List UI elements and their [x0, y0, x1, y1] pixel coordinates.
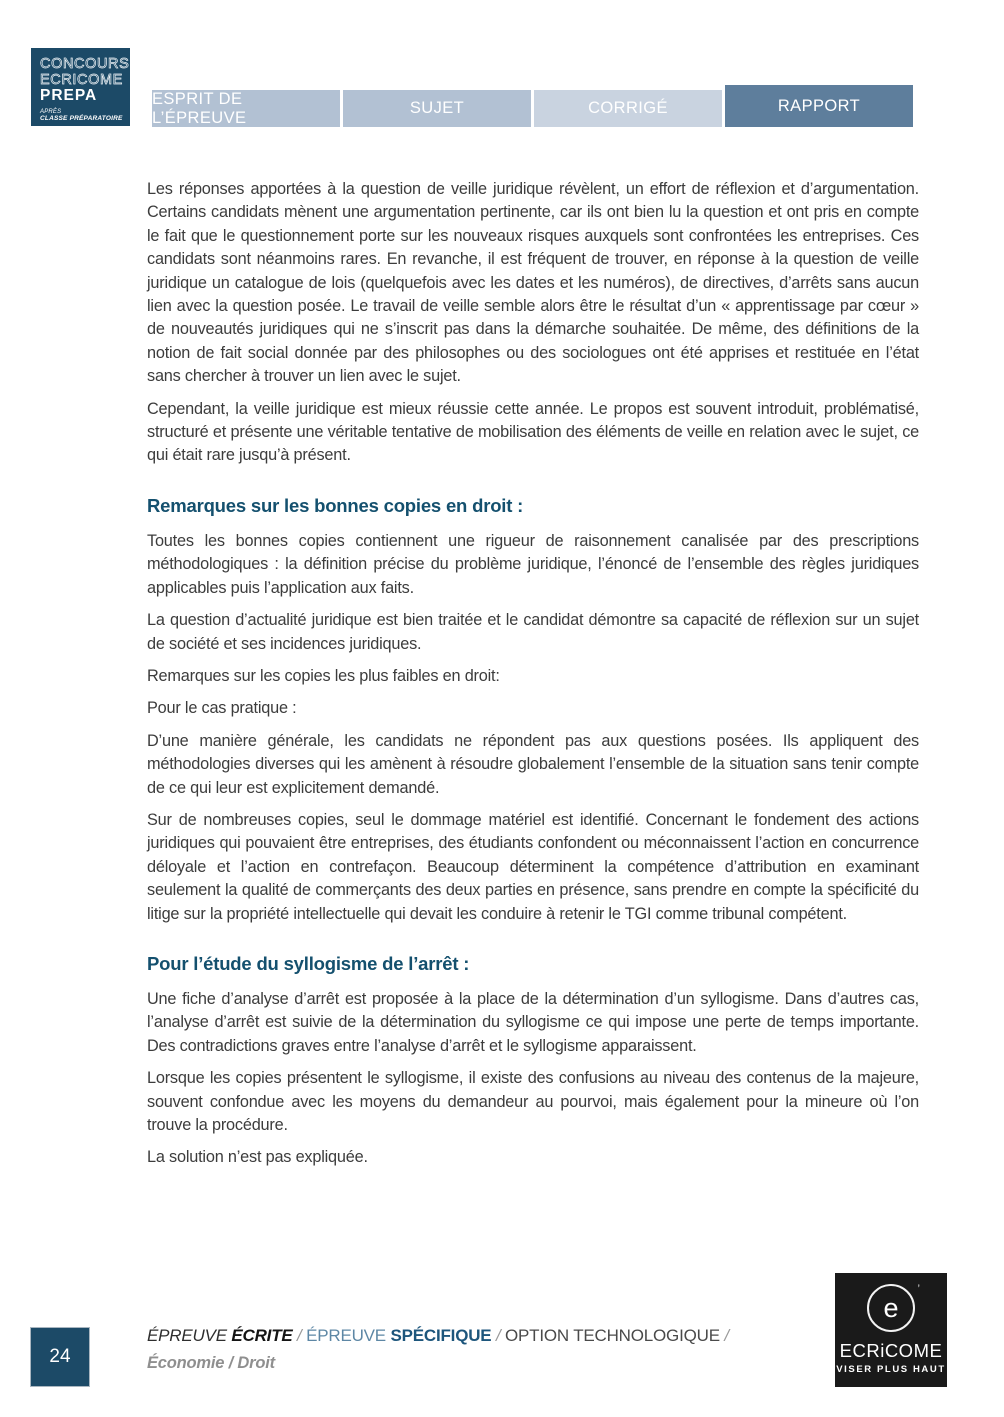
page-number-badge — [30, 1327, 90, 1387]
footer-breadcrumb — [147, 1325, 729, 1374]
brand-prepa: PREPA — [40, 87, 98, 104]
footer-ecrite: ÉCRITE — [231, 1326, 293, 1345]
brand-ecricome: ECRICOME — [40, 71, 123, 88]
footer-specifique: SPÉCIFIQUE — [390, 1326, 492, 1345]
paragraph-faibles-2: Sur de nombreuses copies, seul le dommage matériel est identifié. Concernant le fondement des actions juridiques qui pouvaient être entreprises, des étudiants confondent ou méconnaissent l’action en concurrence déloyale et l’action en contrefaçon. Beaucoup déterminent la compétence d’attribution en examinant seulement la qualité de commerçants des deux parties en présence, sans prendre en compte la spécificité du litige sur la propriété intellectuelle qui devait les conduire à retenir le TGI comme tribunal compétent. — [147, 810, 919, 923]
brand-concours: CONCOURS — [40, 56, 130, 72]
paragraph-syllogisme-2: Lorsque les copies présentent le syllogisme, il existe des confusions au niveau des contenus de la majeure, souvent confondue avec les moyens du demandeur au pourvoi, mais également pour la mineure où l’on trouve la procédure. — [147, 1069, 919, 1134]
ecricome-wordmark: ECRiCOME — [839, 1340, 943, 1361]
paragraph-intro-2: Cependant, la veille juridique est mieux réussie cette année. Le propos est souvent introduit, problématisé, structuré et présente une véritable tentative de mobilisation des éléments de veille en relation avec le sujet, ce qui était rare jusqu’à présent. — [147, 399, 919, 465]
paragraph-bonnes-2: La question d’actualité juridique est bien traitée et le candidat démontre sa capacité de réflexion sur un sujet de société et ses incidences juridiques. — [147, 611, 919, 653]
ecricome-logo — [835, 1273, 947, 1387]
paragraph-bonnes-1: Toutes les bonnes copies contiennent une rigueur de raisonnement canalisée par des prescriptions méthodologiques : la définition précise du problème juridique, l’énoncé de l’ensemble des règles juridiques applicables puis l’application aux faits. — [147, 531, 919, 597]
paragraph-cas-pratique-label: Pour le cas pratique : — [147, 699, 297, 718]
footer-separator-2: / — [491, 1326, 506, 1345]
section-tabbar — [152, 85, 913, 127]
tab-esprit-de-lepreuve[interactable]: ESPRIT DE L’ÉPREUVE — [152, 90, 340, 127]
tab-rapport[interactable]: RAPPORT — [725, 85, 913, 127]
page-number: 24 — [49, 1346, 71, 1367]
paragraph-solution: La solution n’est pas expliquée. — [147, 1148, 368, 1167]
paragraph-faibles-1: D’une manière générale, les candidats ne répondent pas aux questions posées. Ils appliquent des méthodologies diverses qui les amènent à résoudre globalement l’ensemble de la situation sans tenir compte de ce qui leur est explicitement demandé. — [147, 731, 919, 797]
paragraph-intro-1: Les réponses apportées à la question de veille juridique révèlent, un effort de réflexion et d’argumentation. Certains candidats mènent une argumentation pertinente, car ils ont bien lu la question et ont pris en compte le fait que le questionnement porte sur les nouveaux risques auxquels sont confrontées les entreprises. Ces candidats sont néanmoins rares. En revanche, il est fréquent de trouver, en réponse à la question de veille juridique un catalogue de lois (quelquefois avec les dates et les numéros), de directives, d’arrêts sans aucun lien avec la question posée. Le travail de veille semble alors être le résultat d’un « apprentissage par cœur » de nouveautés juridiques qui ne s’inscrit pas dans la démarche souhaitée. De même, des définitions de la notion de fait social donnée par des philosophes ou des sociologues ont été apprises et restituée en l’état sans chercher à trouver un lien avec le sujet. — [147, 180, 919, 386]
ecricome-prepa-logo — [31, 48, 130, 126]
ecricome-e-glyph: e — [883, 1292, 899, 1323]
footer-economie-droit: Économie / Droit — [147, 1354, 275, 1373]
paragraph-faibles-label: Remarques sur les copies les plus faibles en droit: — [147, 666, 500, 685]
heading-syllogisme: Pour l’étude du syllogisme de l’arrêt : — [147, 952, 470, 974]
footer-epreuve: ÉPREUVE — [147, 1326, 232, 1345]
paragraph-syllogisme-1: Une fiche d’analyse d’arrêt est proposée à la place de la détermination d’un syllogisme. Dans d’autres cas, l’analyse d’arrêt est suivie de la détermination du syllogisme ce qui impose une perte de temps importante. Des contradictions graves entre l’analyse d’arrêt et le syllogisme apparaissent. — [147, 989, 919, 1055]
footer-option-technologique: OPTION TECHNOLOGIQUE — [505, 1326, 720, 1345]
footer-separator-3: / — [719, 1326, 729, 1345]
heading-bonnes-copies: Remarques sur les bonnes copies en droit : — [147, 494, 524, 516]
brand-classe-preparatoire: CLASSE PRÉPARATOIRE — [40, 115, 123, 122]
brand-apres: APRÈS — [40, 108, 62, 115]
report-body — [147, 178, 919, 1179]
ecricome-tick-accent: ’ — [917, 1282, 920, 1296]
tab-sujet[interactable]: SUJET — [343, 90, 531, 127]
footer-epreuve-2: ÉPREUVE — [306, 1326, 391, 1345]
footer-line-1 — [147, 1325, 729, 1346]
ecricome-e-icon — [867, 1282, 920, 1332]
tab-corrige[interactable]: CORRIGÉ — [534, 90, 722, 127]
ecricome-tagline: VISER PLUS HAUT — [836, 1364, 946, 1375]
footer-separator-1: / — [292, 1326, 307, 1345]
